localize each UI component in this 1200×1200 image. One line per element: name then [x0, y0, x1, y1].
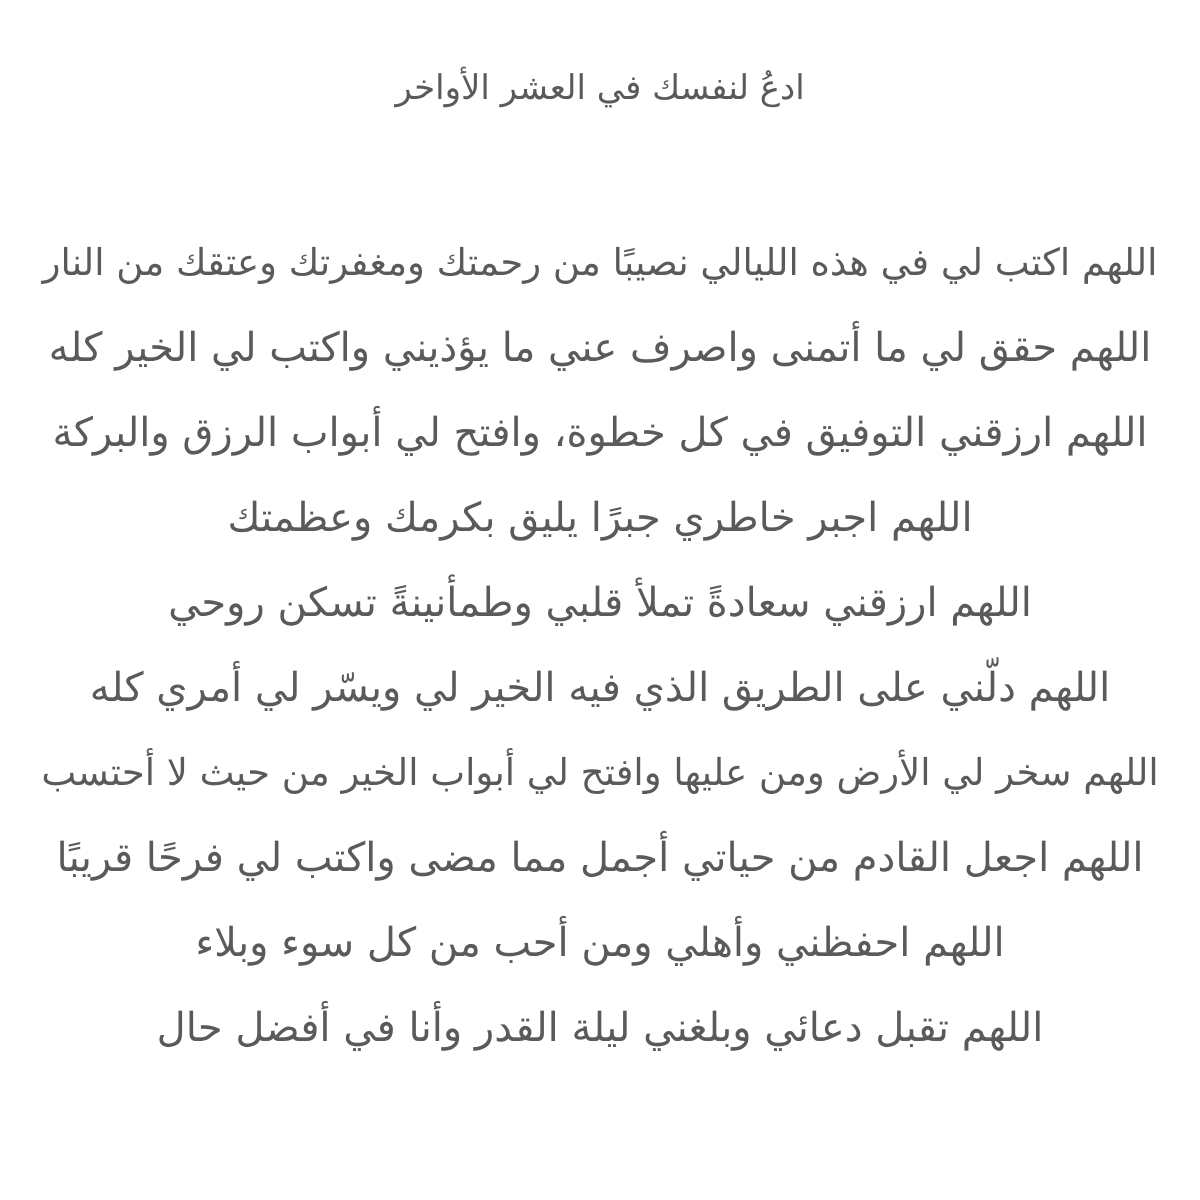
- dua-line: اللهم اجبر خاطري جبرًا يليق بكرمك وعظمتك: [227, 495, 973, 541]
- dua-line: اللهم اكتب لي في هذه الليالي نصيبًا من رحمتك ومغفرتك وعتقك من النار: [42, 241, 1158, 284]
- dua-list: [40, 228, 1160, 1078]
- dua-line: اللهم حقق لي ما أتمنى واصرف عني ما يؤذيني واكتب لي الخير كله: [48, 325, 1152, 371]
- dua-line: اللهم سخر لي الأرض ومن عليها وافتح لي أبواب الخير من حيث لا أحتسب: [41, 751, 1159, 794]
- dua-line: اللهم ارزقني التوفيق في كل خطوة، وافتح لي أبواب الرزق والبركة: [52, 410, 1148, 456]
- dua-line: اللهم دلّني على الطريق الذي فيه الخير لي ويسّر لي أمري كله: [89, 665, 1111, 711]
- dua-line: اللهم اجعل القادم من حياتي أجمل مما مضى واكتب لي فرحًا قريبًا: [56, 835, 1144, 881]
- dua-line: اللهم تقبل دعائي وبلغني ليلة القدر وأنا في أفضل حال: [156, 1005, 1044, 1051]
- dua-line: اللهم احفظني وأهلي ومن أحب من كل سوء وبلاء: [195, 920, 1005, 966]
- dua-line: اللهم ارزقني سعادةً تملأ قلبي وطمأنينةً تسكن روحي: [168, 580, 1032, 626]
- page-title: ادعُ لنفسك في العشر الأواخر: [395, 68, 805, 108]
